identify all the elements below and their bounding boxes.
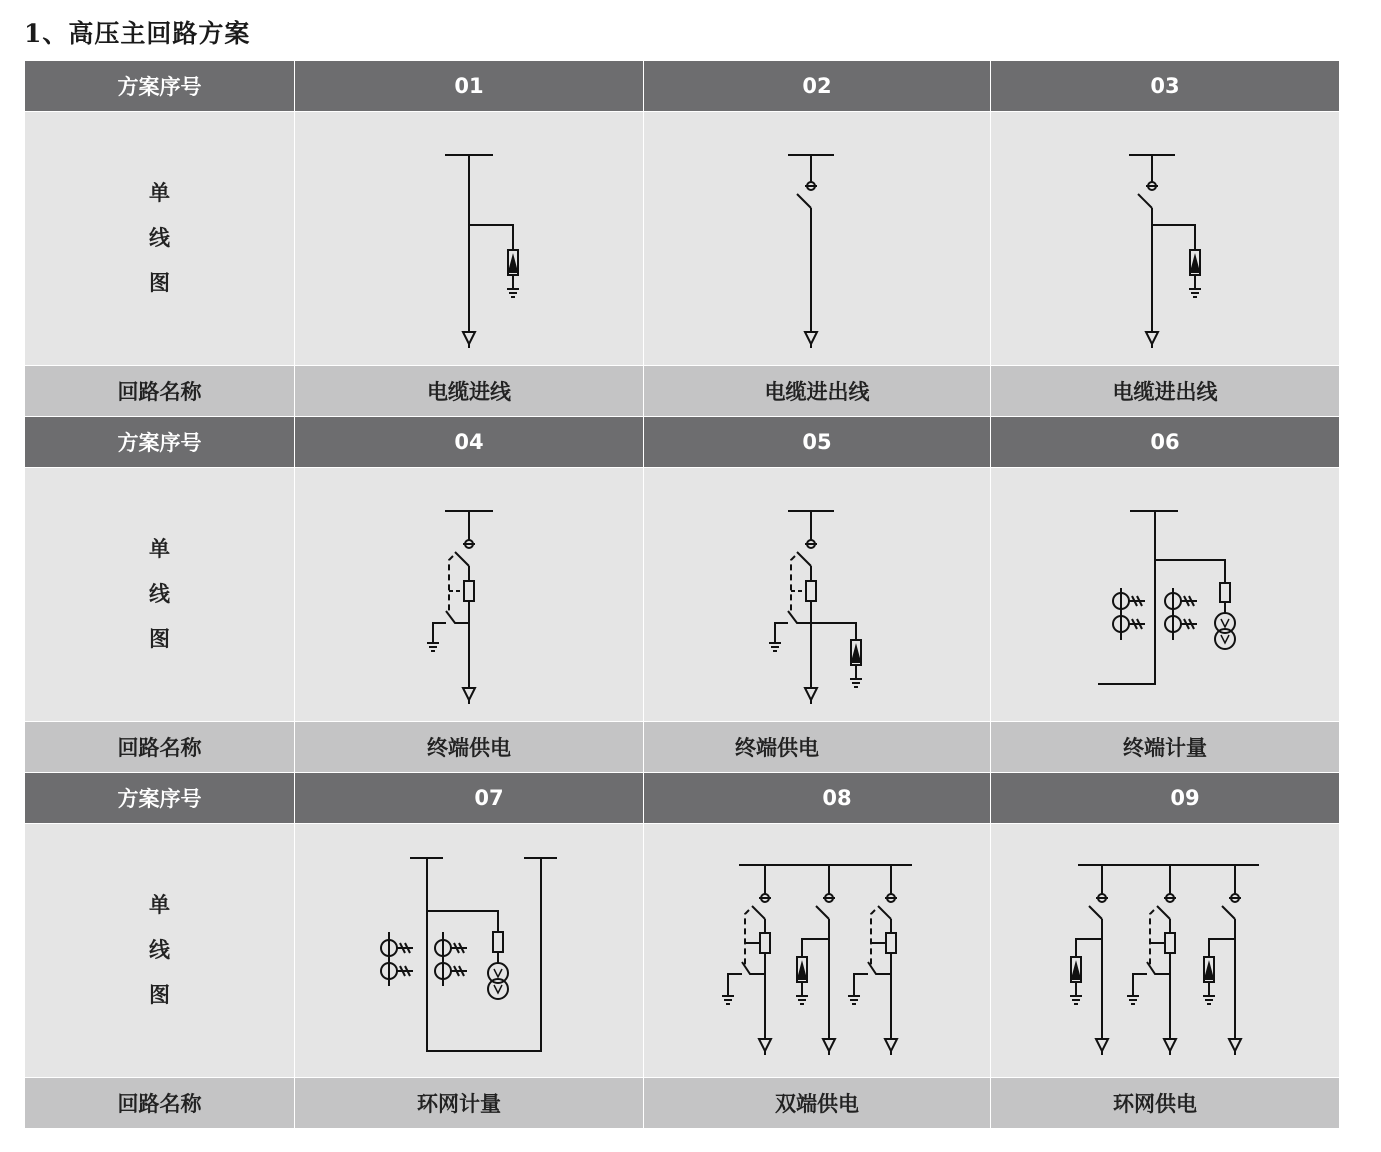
single-line-diagram-02 [644, 112, 991, 366]
scheme-no: 02 [644, 61, 991, 112]
circuit-name: 电缆进出线 [644, 366, 991, 417]
circuit-name: 电缆进出线 [991, 366, 1340, 417]
scheme-no-label: 方案序号 [25, 773, 295, 824]
diagram-row [25, 824, 1340, 1078]
circuit-name: 电缆进线 [295, 366, 644, 417]
diagram-label: 单 线 图 [25, 468, 295, 722]
single-line-diagram-08 [644, 824, 991, 1078]
circuit-name: 双端供电 [644, 1078, 991, 1129]
scheme-no-label: 方案序号 [25, 417, 295, 468]
scheme-no-label: 方案序号 [25, 61, 295, 112]
scheme-no: 03 [991, 61, 1340, 112]
circuit-name: 终端计量 [991, 722, 1340, 773]
single-line-diagram-06 [991, 468, 1340, 722]
single-line-diagram-03 [991, 112, 1340, 366]
scheme-no: 05 [644, 417, 991, 468]
circuit-name: 终端供电 [295, 722, 644, 773]
single-line-diagram-01 [295, 112, 644, 366]
header-row [25, 417, 1340, 468]
single-line-diagram-04 [295, 468, 644, 722]
single-line-diagram-09 [991, 824, 1340, 1078]
circuit-name: 环网计量 [295, 1078, 644, 1129]
header-row [25, 61, 1340, 112]
page-title: 1、高压主回路方案 [24, 19, 251, 48]
circuit-name-label: 回路名称 [25, 722, 295, 773]
single-line-diagram-05 [644, 468, 991, 722]
name-row [25, 722, 1340, 773]
scheme-no: 07 [295, 773, 644, 824]
single-line-diagram-07 [295, 824, 644, 1078]
circuit-name: 环网供电 [991, 1078, 1340, 1129]
diagram-label: 单 线 图 [25, 112, 295, 366]
scheme-no: 06 [991, 417, 1340, 468]
scheme-no: 01 [295, 61, 644, 112]
scheme-table [24, 60, 1340, 1129]
circuit-name-label: 回路名称 [25, 366, 295, 417]
circuit-name-label: 回路名称 [25, 1078, 295, 1129]
name-row [25, 366, 1340, 417]
scheme-no: 08 [644, 773, 991, 824]
scheme-no: 09 [991, 773, 1340, 824]
circuit-name: 终端供电 [644, 722, 991, 773]
header-row [25, 773, 1340, 824]
diagram-label: 单 线 图 [25, 824, 295, 1078]
scheme-no: 04 [295, 417, 644, 468]
name-row [25, 1078, 1340, 1129]
diagram-row [25, 468, 1340, 722]
diagram-row [25, 112, 1340, 366]
